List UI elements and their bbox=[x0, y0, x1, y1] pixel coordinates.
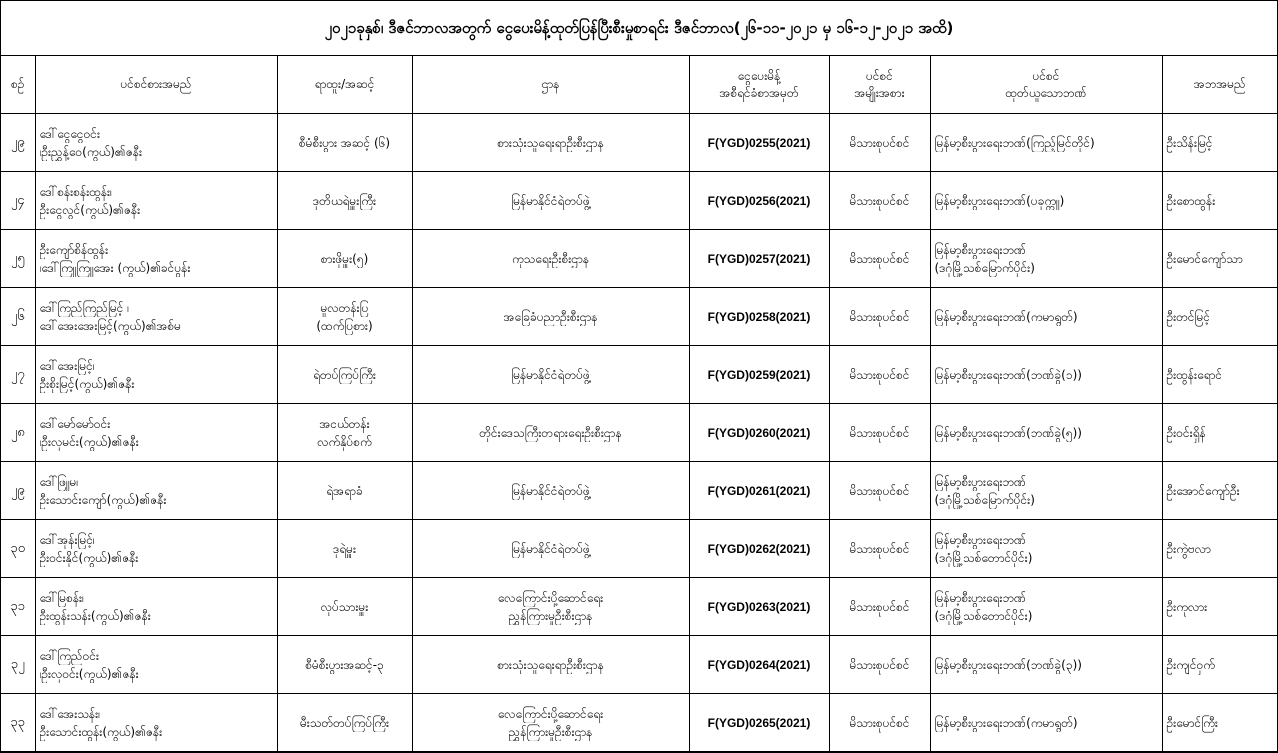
cell-department bbox=[412, 404, 689, 462]
cell-bank bbox=[930, 288, 1162, 346]
cell-rank-line: လက်နှိပ်စက် bbox=[317, 434, 372, 449]
cell-pension-type: မိသားစုပင်စင် bbox=[829, 520, 930, 578]
cell-bank-line: မြန်မာ့စီးပွားရေးဘဏ် bbox=[934, 242, 1027, 257]
cell-father-name: ဦးအောင်ကျော်ဦး bbox=[1162, 462, 1277, 520]
cell-seq: ၃၂ bbox=[1, 636, 35, 694]
cell-bank-line: မြန်မာ့စီးပွားရေးဘဏ် bbox=[934, 474, 1027, 489]
cell-rank-line: မီးသတ်တပ်ကြပ်ကြီး bbox=[299, 715, 390, 730]
cell-department-line: စားသုံးသူရေးရာဦးစီးဌာန bbox=[497, 657, 604, 672]
cell-department-line: မြန်မာနိုင်ငံရဲတပ်ဖွဲ့ bbox=[511, 541, 590, 556]
cell-rank bbox=[277, 578, 412, 636]
cell-department bbox=[412, 346, 689, 404]
cell-seq: ၃၁ bbox=[1, 578, 35, 636]
cell-department-line: မြန်မာနိုင်ငံရဲတပ်ဖွဲ့ bbox=[511, 367, 590, 382]
cell-pensioner-name bbox=[35, 172, 277, 230]
cell-seq: ၂၉ bbox=[1, 114, 35, 172]
table-row bbox=[1, 114, 1277, 172]
cell-father-name: ဦးကုလား bbox=[1162, 578, 1277, 636]
cell-rank bbox=[277, 636, 412, 694]
cell-order-number: F(YGD)0256(2021) bbox=[689, 172, 829, 230]
cell-bank bbox=[930, 114, 1162, 172]
cell-pensioner-name-line: ဒေါ်ငွေငွေဝင်း bbox=[39, 126, 101, 141]
cell-rank-line: ဒုရဲမှူး bbox=[332, 541, 357, 556]
cell-pensioner-name bbox=[35, 230, 277, 288]
cell-bank bbox=[930, 404, 1162, 462]
header-father-name: အဘအမည် bbox=[1162, 56, 1277, 114]
cell-rank bbox=[277, 288, 412, 346]
cell-order-number: F(YGD)0263(2021) bbox=[689, 578, 829, 636]
cell-bank-line: မြန်မာ့စီးပွားရေးဘဏ်(ဘဏ်ခွဲ(၁)) bbox=[934, 367, 1082, 382]
cell-bank-line: (ဒဂုံမြို့သစ်မြောက်ပိုင်း) bbox=[934, 492, 1035, 507]
cell-order-number: F(YGD)0259(2021) bbox=[689, 346, 829, 404]
cell-rank bbox=[277, 346, 412, 404]
cell-pensioner-name-line: ၊ဒေါ်ကြူကြူအေး (ကွယ်)၏ခင်ပွန်း bbox=[39, 260, 191, 275]
cell-pension-type: မိသားစုပင်စင် bbox=[829, 172, 930, 230]
cell-rank bbox=[277, 694, 412, 752]
cell-father-name: ဦးစောထွန်း bbox=[1162, 172, 1277, 230]
cell-department bbox=[412, 230, 689, 288]
header-rank: ရာထူး/အဆင့် bbox=[277, 56, 412, 114]
cell-pension-type: မိသားစုပင်စင် bbox=[829, 404, 930, 462]
cell-pensioner-name-line: ဒေါ်အေးသန်း၊ bbox=[39, 706, 101, 721]
cell-pensioner-name-line: ဒေါ်အေးမြင့်၊ bbox=[39, 358, 95, 373]
cell-rank-line: လုပ်သားမှူး bbox=[320, 599, 369, 614]
cell-department-line: အခြေခံပညာဦးစီးဌာန bbox=[503, 309, 598, 324]
cell-seq: ၃၃ bbox=[1, 694, 35, 752]
cell-bank-line: မြန်မာ့စီးပွားရေးဘဏ်(ကမာရွတ်) bbox=[934, 309, 1078, 324]
cell-bank bbox=[930, 578, 1162, 636]
cell-pensioner-name-line: ဒေါ်စန်းစန်းထွန်း၊ bbox=[39, 184, 112, 199]
header-bank: ပင်စင် ထုတ်ယူသောဘဏ် bbox=[930, 56, 1162, 114]
table-row bbox=[1, 694, 1277, 752]
header-department: ဌာန bbox=[412, 56, 689, 114]
cell-pension-type: မိသားစုပင်စင် bbox=[829, 694, 930, 752]
cell-pensioner-name-line: ဒေါ်ကြည်ဝင်း bbox=[39, 648, 100, 663]
cell-bank-line: မြန်မာ့စီးပွားရေးဘဏ်(ပခုက္ကူ) bbox=[934, 193, 1065, 208]
cell-department bbox=[412, 462, 689, 520]
table-row bbox=[1, 346, 1277, 404]
cell-department-line: မြန်မာနိုင်ငံရဲတပ်ဖွဲ့ bbox=[511, 483, 590, 498]
cell-bank-line: မြန်မာ့စီးပွားရေးဘဏ်(ဘဏ်ခွဲ(၃)) bbox=[934, 657, 1082, 672]
cell-father-name: ဦးမောင်ကျော်သာ bbox=[1162, 230, 1277, 288]
cell-rank bbox=[277, 462, 412, 520]
cell-pensioner-name bbox=[35, 578, 277, 636]
cell-father-name: ဦးမောင်ကြီး bbox=[1162, 694, 1277, 752]
cell-order-number: F(YGD)0255(2021) bbox=[689, 114, 829, 172]
header-pension-type: ပင်စင် အမျိုးအစား bbox=[829, 56, 930, 114]
cell-bank bbox=[930, 346, 1162, 404]
cell-department-line: မြန်မာနိုင်ငံရဲတပ်ဖွဲ့ bbox=[511, 193, 590, 208]
cell-father-name: ဦးထွန်းရောင် bbox=[1162, 346, 1277, 404]
table-row bbox=[1, 172, 1277, 230]
cell-father-name: ဦးကျင်ဝှက် bbox=[1162, 636, 1277, 694]
table-row bbox=[1, 404, 1277, 462]
cell-department bbox=[412, 172, 689, 230]
cell-seq: ၃၀ bbox=[1, 520, 35, 578]
cell-bank bbox=[930, 462, 1162, 520]
cell-pension-type: မိသားစုပင်စင် bbox=[829, 346, 930, 404]
cell-father-name: ဦးကွဲဗလာ bbox=[1162, 520, 1277, 578]
cell-pensioner-name-line: ၊ဦးလှဝင်း(ကွယ်)၏ဇနီး bbox=[39, 666, 139, 681]
cell-pensioner-name-line: ဦးသောင်းထွန်း(ကွယ်)၏ဇနီး bbox=[39, 724, 163, 739]
cell-rank bbox=[277, 114, 412, 172]
cell-rank-line: (ထက်ပြစား) bbox=[316, 318, 373, 333]
cell-rank bbox=[277, 230, 412, 288]
cell-father-name: ဦးတင်မြင့် bbox=[1162, 288, 1277, 346]
cell-pensioner-name-line: ဒေါ်အုန်းမြင့်၊ bbox=[39, 532, 95, 547]
cell-order-number: F(YGD)0257(2021) bbox=[689, 230, 829, 288]
cell-seq: ၂၇ bbox=[1, 346, 35, 404]
cell-pensioner-name bbox=[35, 462, 277, 520]
header-name: ပင်စင်စားအမည် bbox=[35, 56, 277, 114]
table-row bbox=[1, 636, 1277, 694]
table-body bbox=[1, 114, 1277, 752]
cell-rank-line: ဒုတိယရဲမှူးကြီး bbox=[312, 193, 377, 208]
cell-pensioner-name bbox=[35, 636, 277, 694]
header-seq: စဉ် bbox=[1, 56, 35, 114]
cell-rank-line: စားဖိုမှူး(၅) bbox=[320, 251, 369, 266]
cell-bank bbox=[930, 520, 1162, 578]
cell-rank-line: မူလတန်းပြ bbox=[320, 300, 369, 315]
pension-table bbox=[1, 56, 1277, 752]
cell-pensioner-name-line: ဦးဝင်းနိုင်(ကွယ်)၏ဇနီး bbox=[39, 550, 139, 565]
cell-bank-line: (ဒဂုံမြို့သစ်တောင်ပိုင်း) bbox=[934, 608, 1033, 623]
cell-pensioner-name-line: ဒေါ်ကြည်ကြည်မြင့် ၊ bbox=[39, 300, 130, 315]
cell-pension-type: မိသားစုပင်စင် bbox=[829, 114, 930, 172]
cell-pensioner-name bbox=[35, 694, 277, 752]
cell-pensioner-name-line: ဦးစိုးမြင့်(ကွယ်)၏ဇနီး bbox=[39, 376, 135, 391]
cell-bank-line: (ဒဂုံမြို့သစ်မြောက်ပိုင်း) bbox=[934, 260, 1035, 275]
cell-rank bbox=[277, 172, 412, 230]
cell-pensioner-name-line: ဦးသောင်းကျော်(ကွယ်)၏ဇနီး bbox=[39, 492, 167, 507]
cell-pensioner-name bbox=[35, 288, 277, 346]
table-row bbox=[1, 230, 1277, 288]
cell-father-name: ဦးဝင်းရှိန် bbox=[1162, 404, 1277, 462]
cell-department-line: ကုသရေးဦးစီးဌာန bbox=[511, 251, 590, 266]
cell-order-number: F(YGD)0265(2021) bbox=[689, 694, 829, 752]
cell-department-line: လေကြောင်းပို့ဆောင်ရေး bbox=[497, 706, 604, 721]
cell-order-number: F(YGD)0260(2021) bbox=[689, 404, 829, 462]
cell-pension-type: မိသားစုပင်စင် bbox=[829, 230, 930, 288]
table-row bbox=[1, 462, 1277, 520]
cell-department-line: ညွှန်ကြားမှုဦးစီးဌာန bbox=[508, 724, 593, 739]
cell-department bbox=[412, 520, 689, 578]
cell-pensioner-name bbox=[35, 346, 277, 404]
cell-pensioner-name bbox=[35, 114, 277, 172]
cell-order-number: F(YGD)0261(2021) bbox=[689, 462, 829, 520]
cell-bank-line: မြန်မာ့စီးပွားရေးဘဏ်(ကမာရွတ်) bbox=[934, 715, 1078, 730]
cell-department-line: လေကြောင်းပို့ဆောင်ရေး bbox=[497, 590, 604, 605]
cell-bank-line: မြန်မာ့စီးပွားရေးဘဏ်(ဘဏ်ခွဲ(၅)) bbox=[934, 425, 1082, 440]
cell-order-number: F(YGD)0262(2021) bbox=[689, 520, 829, 578]
table-header-row bbox=[1, 56, 1277, 114]
cell-seq: ၂၈ bbox=[1, 404, 35, 462]
cell-order-number: F(YGD)0258(2021) bbox=[689, 288, 829, 346]
cell-pensioner-name-line: ဒေါ်အေးအေးမြင့်(ကွယ်)၏အစ်မ bbox=[39, 318, 182, 333]
table-row bbox=[1, 288, 1277, 346]
cell-rank bbox=[277, 404, 412, 462]
cell-bank-line: မြန်မာ့စီးပွားရေးဘဏ် bbox=[934, 532, 1027, 547]
cell-department bbox=[412, 114, 689, 172]
cell-seq: ၂၉ bbox=[1, 462, 35, 520]
cell-rank-line: အငယ်တန်း bbox=[319, 416, 370, 431]
cell-pensioner-name-line: ဒေါ်ဖြူမ၊ bbox=[39, 474, 79, 489]
cell-bank-line: (ဒဂုံမြို့သစ်တောင်ပိုင်း) bbox=[934, 550, 1033, 565]
cell-bank bbox=[930, 694, 1162, 752]
table-row bbox=[1, 520, 1277, 578]
cell-pensioner-name-line: ဦးငွေလွင်(ကွယ်)၏ဇနီး bbox=[39, 202, 141, 217]
cell-pensioner-name-line: ဒေါ်မြစန်း၊ bbox=[39, 590, 84, 605]
cell-order-number: F(YGD)0264(2021) bbox=[689, 636, 829, 694]
cell-pensioner-name bbox=[35, 404, 277, 462]
cell-bank bbox=[930, 636, 1162, 694]
cell-pensioner-name-line: ၊ဦးလှမင်း(ကွယ်)၏ဇနီး bbox=[39, 434, 139, 449]
cell-rank-line: ရဲတပ်ကြပ်ကြီး bbox=[313, 367, 376, 382]
cell-seq: ၂၄ bbox=[1, 172, 35, 230]
cell-rank bbox=[277, 520, 412, 578]
cell-bank bbox=[930, 230, 1162, 288]
cell-pensioner-name bbox=[35, 520, 277, 578]
cell-seq: ၂၆ bbox=[1, 288, 35, 346]
cell-department-line: ညွှန်ကြားမှုဦးစီးဌာန bbox=[508, 608, 593, 623]
cell-department bbox=[412, 288, 689, 346]
page-title: ၂၀၂၁ခုနှစ်၊ ဒီဇင်ဘာလအတွက် ငွေပေးမိန့်ထုတ်ပြန်ပြီးစီးမှုစာရင်း ဒီဇင်ဘာလ(၂၆-၁၁-၂၀၂၁ မှ ၁၆-၁၂-၂၀၂၁ အထိ) bbox=[1, 1, 1277, 56]
cell-department bbox=[412, 636, 689, 694]
cell-department bbox=[412, 578, 689, 636]
cell-department-line: တိုင်းဒေသကြီးတရားရေးဦးစီးဌာန bbox=[479, 425, 622, 440]
cell-bank bbox=[930, 172, 1162, 230]
cell-department-line: စားသုံးသူရေးရာဦးစီးဌာန bbox=[497, 135, 604, 150]
cell-pension-type: မိသားစုပင်စင် bbox=[829, 288, 930, 346]
cell-bank-line: မြန်မာ့စီးပွားရေးဘဏ်(ကြည့်မြင်တိုင်) bbox=[934, 135, 1095, 150]
cell-bank-line: မြန်မာ့စီးပွားရေးဘဏ် bbox=[934, 590, 1027, 605]
cell-father-name: ဦးသိန်းမြင့် bbox=[1162, 114, 1277, 172]
cell-rank-line: စီမံစီးပွားအဆင့်-၃ bbox=[305, 657, 384, 672]
cell-pensioner-name-line: ၊ဦးညွှန့်ဝေ(ကွယ်)၏ဇနီး bbox=[39, 144, 143, 159]
cell-rank-line: စီမံစီးပွား အဆင့် (၆) bbox=[298, 135, 391, 150]
cell-pension-type: မိသားစုပင်စင် bbox=[829, 636, 930, 694]
cell-pensioner-name-line: ဦးထွန်းသန်း(ကွယ်)၏ဇနီး bbox=[39, 608, 151, 623]
table-row bbox=[1, 578, 1277, 636]
header-order-number: ငွေပေးမိန့် အစီရင်ခံစာအမှတ် bbox=[689, 56, 829, 114]
cell-rank-line: ရဲအရာခံ bbox=[326, 483, 363, 498]
cell-pensioner-name-line: ဦးကျော်စိန်ထွန်း bbox=[39, 242, 109, 257]
cell-pensioner-name-line: ဒေါ်မော်မော်ဝင်း bbox=[39, 416, 111, 431]
cell-pension-type: မိသားစုပင်စင် bbox=[829, 462, 930, 520]
cell-seq: ၂၅ bbox=[1, 230, 35, 288]
cell-pension-type: မိသားစုပင်စင် bbox=[829, 578, 930, 636]
cell-department bbox=[412, 694, 689, 752]
